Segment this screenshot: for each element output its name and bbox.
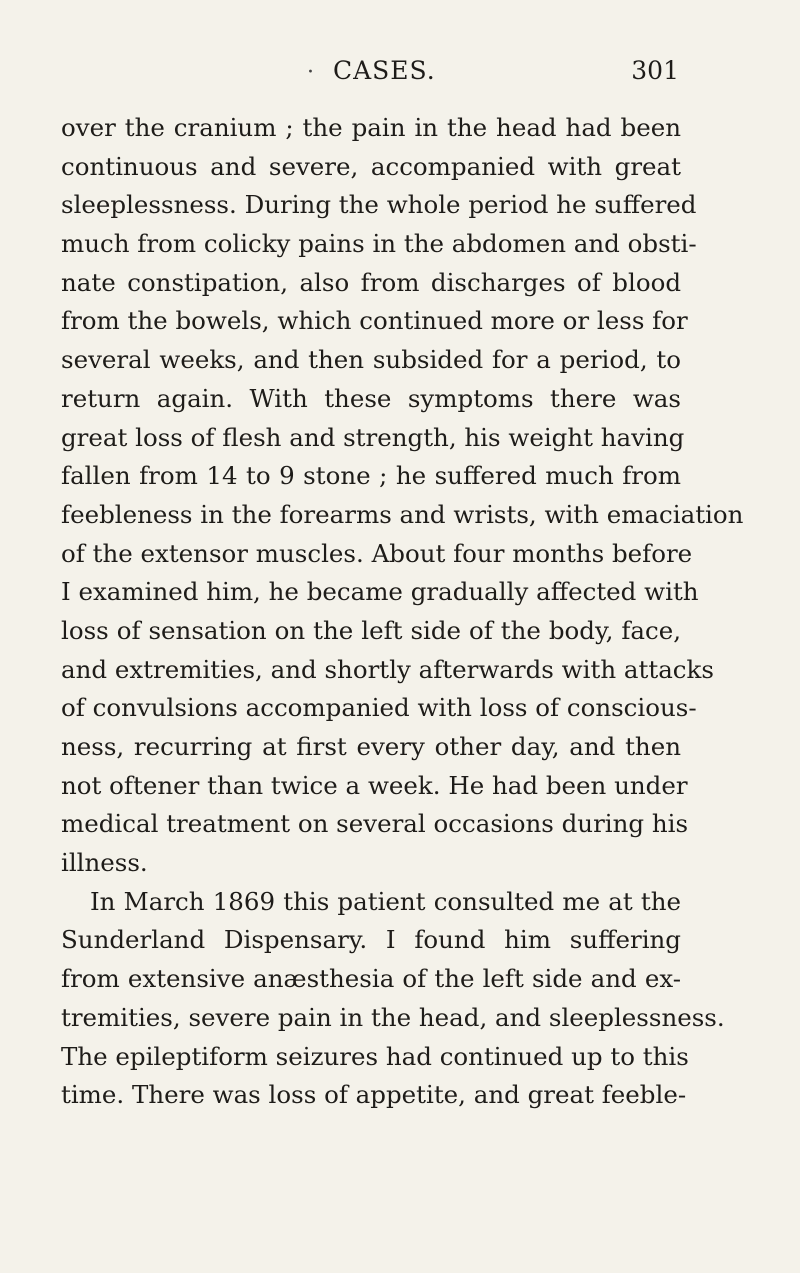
text-line: Sunderland Dispensary. I found him suffering: [61, 925, 681, 955]
text-line: continuous and severe, accompanied with great: [61, 151, 681, 181]
text-line: several weeks, and then subsided for a period, to: [61, 345, 681, 375]
paragraph-end-line: illness.: [61, 848, 148, 878]
text-line: tremities, severe pain in the head, and sleeplessness.: [61, 1002, 725, 1032]
text-line: nate constipation, also from discharges of blood: [61, 267, 681, 297]
text-line: feebleness in the forearms and wrists, with emaciation: [61, 499, 744, 529]
text-line: of convulsions accompanied with loss of conscious-: [61, 693, 697, 723]
text-line: and extremities, and shortly afterwards with attacks: [61, 654, 714, 684]
running-head: [0, 56, 800, 88]
page-number: 301: [631, 56, 679, 85]
text-line: much from colicky pains in the abdomen and obsti-: [61, 229, 697, 259]
text-line: return again. With these symptoms there was: [61, 383, 681, 413]
header-bullet: ·: [307, 60, 314, 85]
body-text: [61, 109, 744, 1115]
running-title: CASES.: [333, 56, 436, 85]
text-line: over the cranium ; the pain in the head had been: [61, 113, 681, 142]
text-line: of the extensor muscles. About four months before: [61, 538, 693, 568]
text-line: ness, recurring at first every other day, and then: [61, 732, 681, 761]
text-line: from extensive anæsthesia of the left side and ex-: [61, 964, 681, 994]
text-line: time. There was loss of appetite, and great feeble-: [61, 1080, 687, 1110]
text-line: medical treatment on several occasions during his: [61, 809, 689, 839]
text-line: not oftener than twice a week. He had been under: [61, 770, 688, 800]
text-line: from the bowels, which continued more or less for: [61, 306, 688, 336]
text-line: sleeplessness. During the whole period he suffered: [61, 190, 697, 220]
text-line: fallen from 14 to 9 stone ; he suffered much from: [61, 461, 681, 491]
text-line: I examined him, he became gradually affected with: [61, 577, 699, 607]
text-line: great loss of flesh and strength, his weight having: [61, 422, 685, 452]
text-line: The epileptiform seizures had continued up to this: [61, 1041, 689, 1071]
paragraph-start-line: In March 1869 this patient consulted me at the: [90, 886, 681, 916]
text-line: loss of sensation on the left side of the body, face,: [61, 615, 681, 645]
